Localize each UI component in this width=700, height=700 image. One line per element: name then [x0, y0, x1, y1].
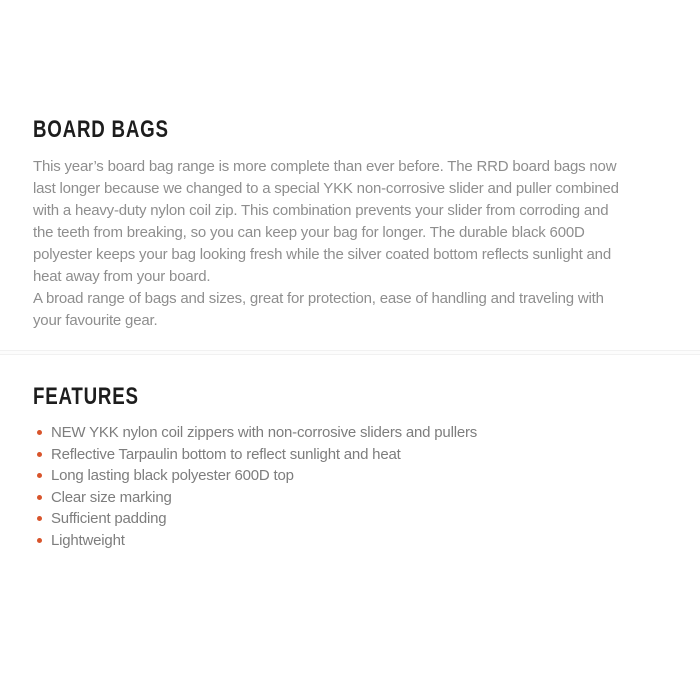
bullet-icon — [37, 452, 42, 457]
board-bags-section — [33, 0, 667, 332]
features-section — [33, 385, 667, 551]
paragraph-line: the teeth from breaking, so you can keep your bag for longer. The durable black 600D — [33, 224, 585, 241]
paragraph-line: polyester keeps your bag looking fresh while the silver coated bottom reflects sunlight and — [33, 246, 611, 263]
feature-list-item — [33, 530, 667, 552]
section-divider — [0, 350, 700, 355]
bullet-icon — [37, 430, 42, 435]
paragraph-line: A broad range of bags and sizes, great for protection, ease of handling and traveling with — [33, 290, 604, 307]
feature-label: Long lasting black polyester 600D top — [51, 467, 294, 485]
feature-list-item — [33, 465, 667, 487]
feature-label: Sufficient padding — [51, 510, 167, 528]
feature-list-item — [33, 422, 667, 444]
paragraph-line: This year’s board bag range is more complete than ever before. The RRD board bags now — [33, 158, 617, 175]
feature-list-item — [33, 444, 667, 466]
bullet-icon — [37, 516, 42, 521]
feature-label: NEW YKK nylon coil zippers with non-corrosive sliders and pullers — [51, 424, 478, 442]
bullet-icon — [37, 495, 42, 500]
features-list — [33, 422, 667, 551]
feature-label: Lightweight — [51, 531, 125, 549]
feature-list-item — [33, 508, 667, 530]
paragraph-line: with a heavy-duty nylon coil zip. This combination prevents your slider from corroding and — [33, 202, 609, 219]
paragraph-line: your favourite gear. — [33, 312, 158, 329]
paragraph-line: heat away from your board. — [33, 268, 211, 285]
feature-label: Reflective Tarpaulin bottom to reflect sunlight and heat — [51, 445, 401, 463]
board-bags-title: BOARD BAGS — [33, 116, 169, 143]
bullet-icon — [37, 538, 42, 543]
feature-label: Clear size marking — [51, 488, 172, 506]
features-title: FEATURES — [33, 383, 139, 410]
bullet-icon — [37, 473, 42, 478]
feature-list-item — [33, 487, 667, 509]
board-bags-paragraph — [33, 156, 667, 332]
paragraph-line: last longer because we changed to a special YKK non-corrosive slider and puller combined — [33, 180, 619, 197]
